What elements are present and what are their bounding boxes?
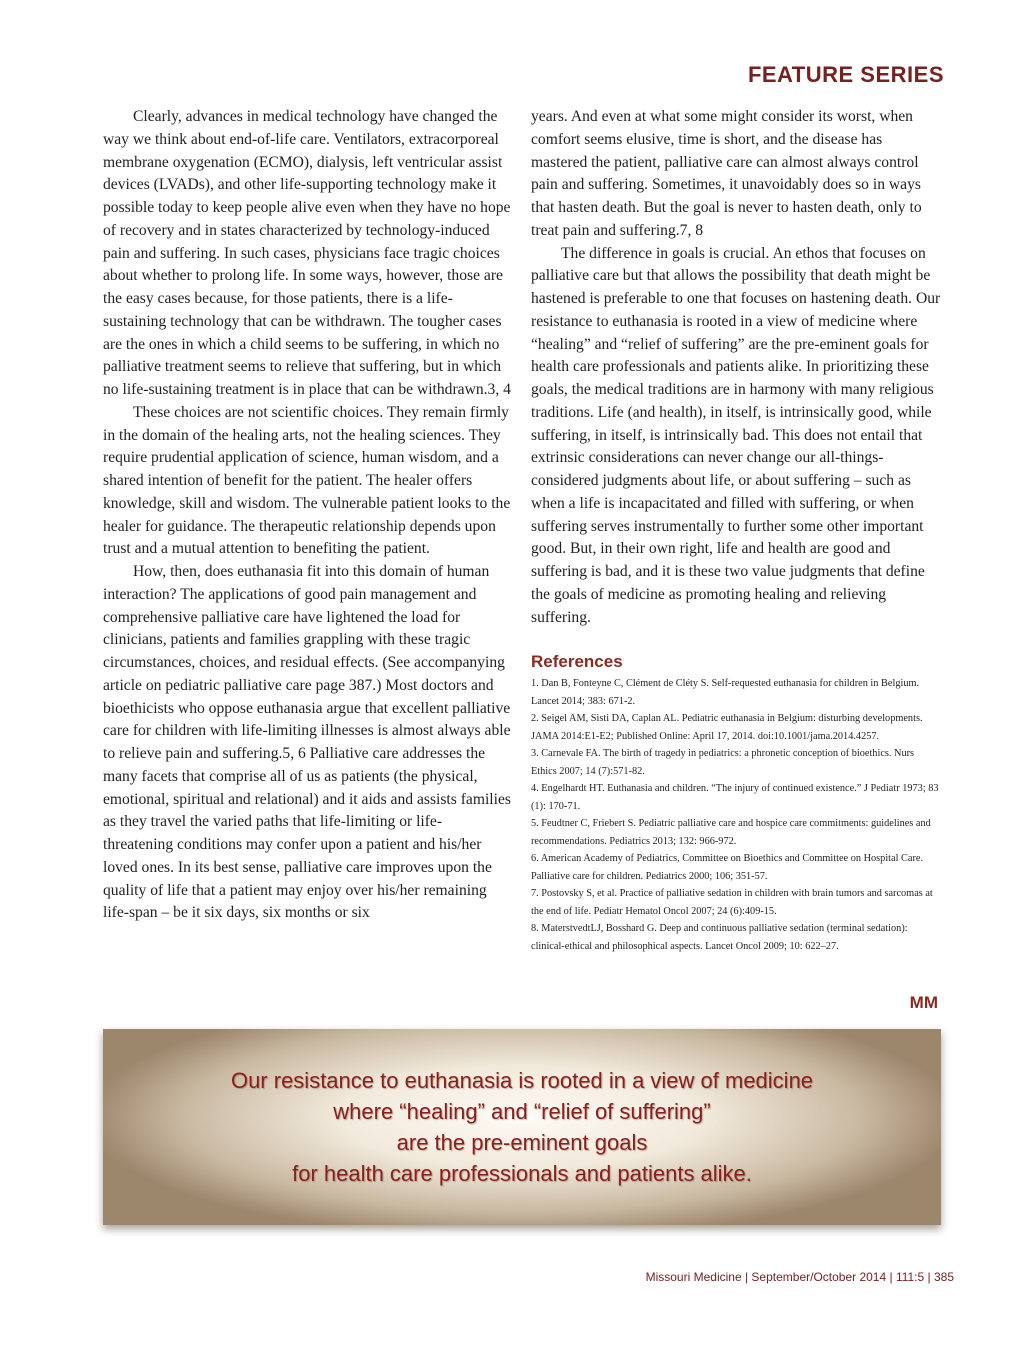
- pull-quote-line: are the pre-eminent goals: [396, 1130, 648, 1155]
- paragraph: The difference in goals is crucial. An ethos that focuses on palliative care but that allows the possibility that death might be hastened is preferable to one that focuses on hastening death. Our resistance to euthanasia is rooted in a view of medicine where “healing” and “relief of suffering” are the pre-eminent goals for health care professionals and patients alike. In prioritizing these goals, the medical traditions are in harmony with many religious traditions. Life (and health), in itself, is intrinsically good, while suffering, in itself, is intrinsically bad. This does not entail that extrinsic considerations can never change our all-things-considered judgments about life, or about suffering – such as when a life is incapacitated and filled with suffering, or when suffering serves instrumentally to further some other important good. But, in their own right, life and health are good and suffering is bad, and it is these two value judgments that define the goals of medicine as promoting healing and relieving suffering.: [531, 244, 941, 626]
- pull-quote-line: for health care professionals and patients alike.: [292, 1161, 752, 1186]
- reference-item: 2. Seigel AM, Sisti DA, Caplan AL. Pediatric euthanasia in Belgium: disturbing developments. JAMA 2014:E1-E2; Published Online: April 17, 2014. doi:10.1001/jama.2014.4257.: [531, 713, 923, 742]
- left-column: [103, 106, 511, 925]
- reference-item: 1. Dan B, Fonteyne C, Clément de Cléty S. Self-requested euthanasia for children in Belgium. Lancet 2014; 383: 671-2.: [531, 678, 920, 707]
- paragraph: These choices are not scientific choices. They remain firmly in the domain of the healing arts, not the healing sciences. They require prudential application of science, human wisdom, and a shared intention of benefit for the patient. The healer offers knowledge, skill and wisdom. The vulnerable patient looks to the healer for guidance. The therapeutic relationship depends upon trust and a mutual attention to benefiting the patient.: [103, 403, 511, 558]
- reference-item: 6. American Academy of Pediatrics, Committee on Bioethics and Committee on Hospital Care. Palliative care for children. Pediatrics 2000; 106; 351-57.: [531, 853, 924, 882]
- paragraph: How, then, does euthanasia fit into this domain of human interaction? The applications of good pain management and comprehensive palliative care have lightened the load for clinicians, patients and families grappling with these tragic circumstances, choices, and residual effects. (See accompanying article on pediatric palliative care page 387.) Most doctors and bioethicists who oppose euthanasia argue that excellent palliative care for children with life-limiting illnesses is almost always able to relieve pain and suffering.5, 6 Palliative care addresses the many facets that comprise all of us as patients (the physical, emotional, spiritual and relational) and it aids and assists families as they travel the varied paths that life-limiting or life-threatening conditions may confer upon a patient and his/her loved ones. In its best sense, palliative care improves upon the quality of life that a patient may enjoy over his/her remaining life-span – be it six days, six months or six: [103, 563, 511, 922]
- paragraph-continuation: years. And even at what some might consider its worst, when comfort seems elusive, time is short, and the disease has mastered the patient, palliative care can almost always control pain and suffering. Sometimes, it unavoidably does so in ways that hasten death. But the goal is never to hasten death, only to treat pain and suffering.7, 8: [531, 108, 922, 239]
- reference-item: 5. Feudtner C, Friebert S. Pediatric palliative care and hospice care commitments: guidelines and recommendations. Pediatrics 2013; 132: 966-972.: [531, 818, 931, 847]
- section-title: FEATURE SERIES: [747, 62, 944, 87]
- page-footer: Missouri Medicine | September/October 2014 | 111:5 | 385: [645, 1270, 954, 1284]
- reference-item: 7. Postovsky S, et al. Practice of palliative sedation in children with brain tumors and sarcomas at the end of life. Pediatr Hematol Oncol 2007; 24 (6):409-15.: [531, 888, 933, 917]
- right-column: [531, 106, 941, 955]
- references-heading: References: [531, 652, 623, 672]
- end-mark: MM: [909, 993, 938, 1012]
- pull-quote: [191, 1065, 853, 1189]
- pull-quote-line: Our resistance to euthanasia is rooted in a view of medicine: [230, 1068, 814, 1093]
- reference-item: 3. Carnevale FA. The birth of tragedy in pediatrics: a phronetic conception of bioethics. Nurs Ethics 2007; 14 (7):571-82.: [531, 748, 915, 777]
- reference-item: 4. Engelhardt HT. Euthanasia and children. “The injury of continued existence.” J Pediatr 1973; 83 (1): 170-71.: [531, 783, 939, 812]
- references-list: [531, 675, 941, 955]
- reference-item: 8. MaterstvedtLJ, Bosshard G. Deep and continuous palliative sedation (terminal sedation): clinical-ethical and philosophical aspects. Lancet Oncol 2009; 10: 622–27.: [531, 923, 908, 952]
- pull-quote-line: where “healing” and “relief of suffering”: [333, 1099, 711, 1124]
- pull-quote-banner: [103, 1029, 941, 1225]
- paragraph: Clearly, advances in medical technology have changed the way we think about end-of-life care. Ventilators, extracorporeal membrane oxygenation (ECMO), dialysis, left ventricular assist devices (LVADs), and other life-supporting technology make it possible today to keep people alive even when they have no hope of recovery and in states characterized by technology-induced pain and suffering. In such cases, physicians face tragic choices about whether to prolong life. In some ways, however, those are the easy cases because, for those patients, there is a life-sustaining technology that can be withdrawn. The tougher cases are the ones in which a child seems to be suffering, in which no palliative treatment seems to relieve that suffering, but in which no life-sustaining treatment is in place that can be withdrawn.3, 4: [103, 108, 511, 398]
